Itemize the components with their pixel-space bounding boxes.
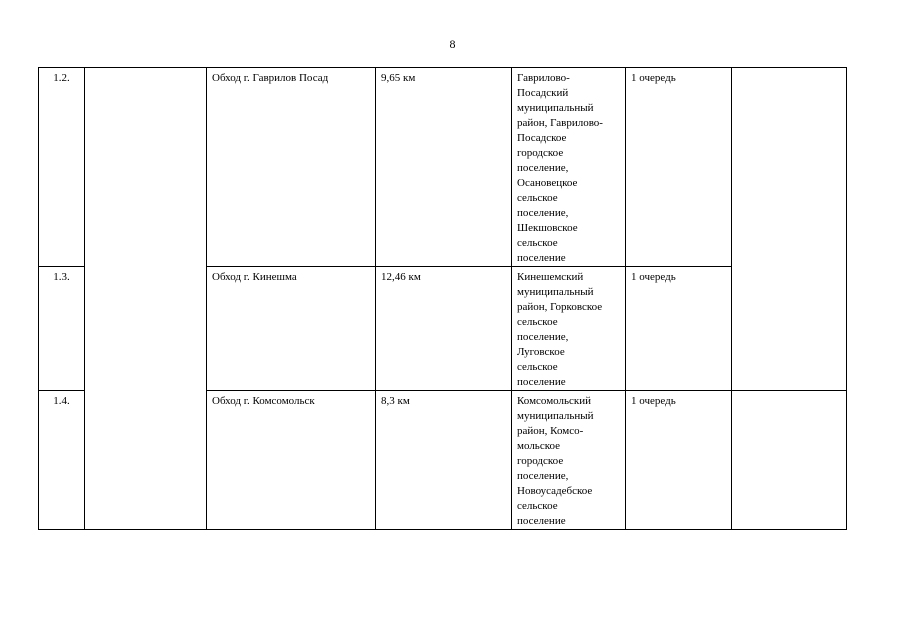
- object-name: Обход г. Кинешма: [207, 267, 376, 391]
- empty-cell: [732, 68, 847, 391]
- object-territory: Комсомольский муниципальный район, Комсо- мольское городское поселение, Новоусадебское сельское поселение: [512, 391, 626, 530]
- object-territory: Кинешемский муниципальный район, Горковское сельское поселение, Луговское сельское поселение: [512, 267, 626, 391]
- row-number: 1.2.: [39, 68, 85, 267]
- object-length: 9,65 км: [376, 68, 512, 267]
- object-length: 12,46 км: [376, 267, 512, 391]
- object-stage: 1 очередь: [626, 267, 732, 391]
- object-name: Обход г. Комсомольск: [207, 391, 376, 530]
- merged-empty-cell: [85, 68, 207, 530]
- object-territory: Гаврилово- Посадский муниципальный район, Гаврилово- Посадское городское поселение, Осановецкое сельское поселение, Шекшовское сельское поселение: [512, 68, 626, 267]
- object-stage: 1 очередь: [626, 68, 732, 267]
- empty-cell: [732, 391, 847, 530]
- table-row: [39, 68, 847, 267]
- object-name: Обход г. Гаврилов Посад: [207, 68, 376, 267]
- object-stage: 1 очередь: [626, 391, 732, 530]
- row-number: 1.3.: [39, 267, 85, 391]
- roads-table: [38, 67, 847, 530]
- row-number: 1.4.: [39, 391, 85, 530]
- object-length: 8,3 км: [376, 391, 512, 530]
- page-number: 8: [449, 37, 456, 51]
